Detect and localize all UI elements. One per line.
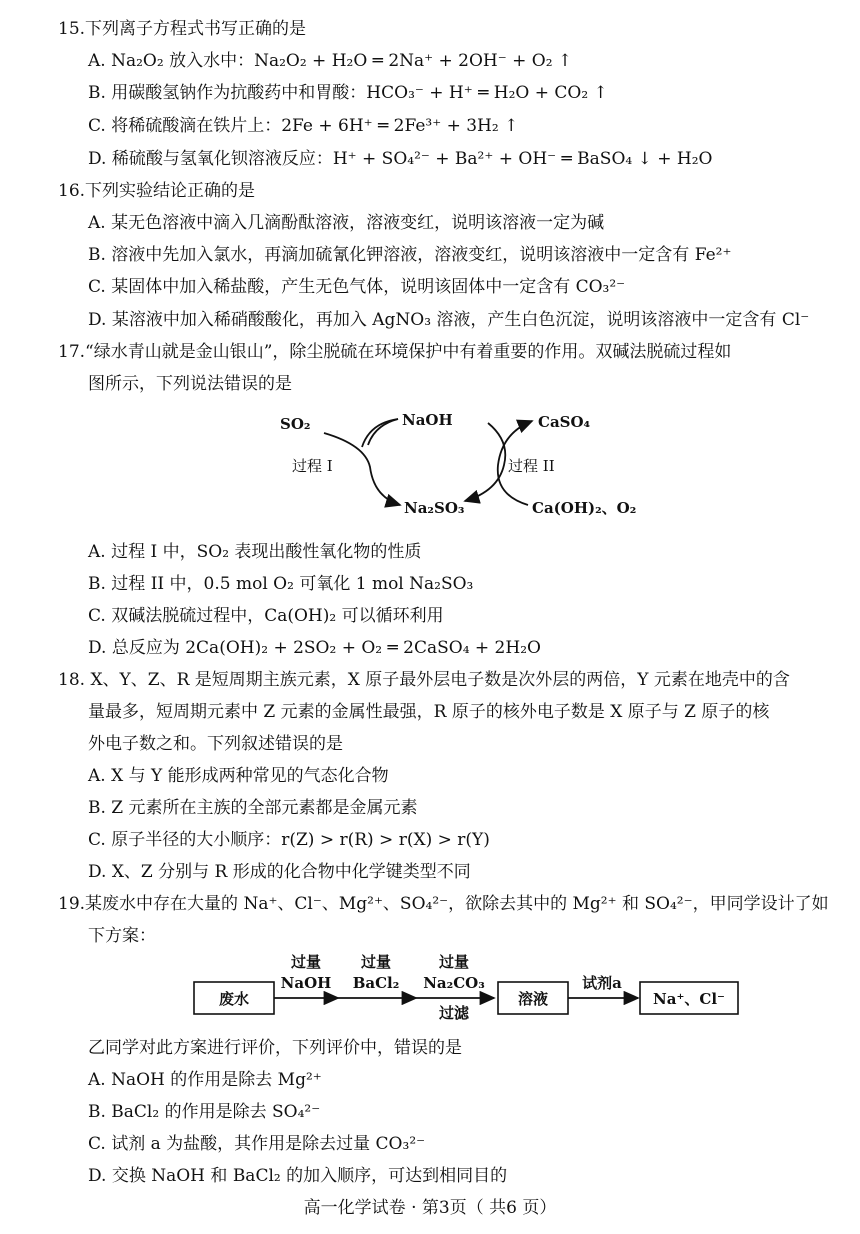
label-step2-bottom: BaCl₂ bbox=[352, 974, 400, 992]
q19-stem-line1: 19.某废水中存在大量的 Na⁺、Cl⁻、Mg²⁺、SO₄²⁻，欲除去其中的 Mg²⁺ 和 SO₄²⁻，甲同学设计了如 bbox=[58, 894, 829, 914]
q19-option-a: A. NaOH 的作用是除去 Mg²⁺ bbox=[88, 1070, 322, 1090]
q17-option-a: A. 过程 I 中，SO₂ 表现出酸性氧化物的性质 bbox=[88, 542, 422, 562]
label-naoh: NaOH bbox=[402, 411, 453, 429]
label-solution: 溶液 bbox=[517, 990, 549, 1008]
label-step3-top: 过量 bbox=[438, 953, 470, 971]
q17-option-c: C. 双碱法脱硫过程中，Ca(OH)₂ 可以循环利用 bbox=[88, 606, 444, 626]
label-so2: SO₂ bbox=[280, 415, 311, 433]
label-step1-top: 过量 bbox=[290, 953, 322, 971]
q19-flow-diagram bbox=[188, 950, 748, 1025]
label-process1: 过程 I bbox=[292, 457, 333, 475]
q15-option-b: B. 用碳酸氢钠作为抗酸药中和胃酸：HCO₃⁻ + H⁺ ═ H₂O + CO₂ ↑ bbox=[88, 83, 608, 103]
q18-option-a: A. X 与 Y 能形成两种常见的气态化合物 bbox=[88, 766, 389, 786]
q18-option-c: C. 原子半径的大小顺序：r(Z) > r(R) > r(X) > r(Y) bbox=[88, 830, 490, 850]
label-caso4: CaSO₄ bbox=[538, 413, 591, 431]
q16-option-d: D. 某溶液中加入稀硝酸酸化，再加入 AgNO₃ 溶液，产生白色沉淀，说明该溶液中一定含有 Cl⁻ bbox=[88, 310, 810, 330]
label-result: Na⁺、Cl⁻ bbox=[653, 990, 725, 1008]
q19-option-c: C. 试剂 a 为盐酸，其作用是除去过量 CO₃²⁻ bbox=[88, 1134, 426, 1154]
page-footer: 高一化学试卷 · 第3页（ 共6 页） bbox=[303, 1198, 557, 1218]
process1-lower-arc bbox=[362, 419, 398, 447]
label-na2so3: Na₂SO₃ bbox=[404, 499, 465, 517]
q17-stem-line1: 17.“绿水青山就是金山银山”，除尘脱硫在环境保护中有着重要的作用。双碱法脱硫过程如 bbox=[58, 342, 732, 362]
q18-option-d: D. X、Z 分别与 R 形成的化合物中化学键类型不同 bbox=[88, 862, 471, 882]
label-wastewater: 废水 bbox=[218, 990, 250, 1008]
q19-intro: 乙同学对此方案进行评价，下列评价中，错误的是 bbox=[88, 1038, 462, 1058]
q17-option-b: B. 过程 II 中，0.5 mol O₂ 可氧化 1 mol Na₂SO₃ bbox=[88, 574, 474, 594]
q17-cycle-diagram bbox=[270, 405, 650, 530]
q16-option-a: A. 某无色溶液中滴入几滴酚酞溶液，溶液变红，说明该溶液一定为碱 bbox=[88, 213, 605, 233]
q15-stem: 15.下列离子方程式书写正确的是 bbox=[58, 19, 307, 39]
q18-stem-line2: 量最多，短周期元素中 Z 元素的金属性最强，R 原子的核外电子数是 X 原子与 Z 原子的核 bbox=[88, 702, 770, 722]
q18-stem-line3: 外电子数之和。下列叙述错误的是 bbox=[88, 734, 343, 754]
q18-stem-line1: 18. X、Y、Z、R 是短周期主族元素，X 原子最外层电子数是次外层的两倍，Y 元素在地壳中的含 bbox=[58, 670, 790, 690]
q19-option-d: D. 交换 NaOH 和 BaCl₂ 的加入顺序，可达到相同目的 bbox=[88, 1166, 508, 1186]
q19-option-b: B. BaCl₂ 的作用是除去 SO₄²⁻ bbox=[88, 1102, 321, 1122]
q19-stem-line2: 下方案： bbox=[88, 926, 156, 946]
q15-option-d: D. 稀硫酸与氢氧化钡溶液反应：H⁺ + SO₄²⁻ + Ba²⁺ + OH⁻ ═ BaSO₄ ↓ + H₂O bbox=[88, 149, 713, 169]
q18-option-b: B. Z 元素所在主族的全部元素都是金属元素 bbox=[88, 798, 418, 818]
q16-option-b: B. 溶液中先加入氯水，再滴加硫氰化钾溶液，溶液变红，说明该溶液中一定含有 Fe²⁺ bbox=[88, 245, 732, 265]
q15-option-c: C. 将稀硫酸滴在铁片上：2Fe + 6H⁺ ═ 2Fe³⁺ + 3H₂ ↑ bbox=[88, 116, 519, 136]
q17-option-d: D. 总反应为 2Ca(OH)₂ + 2SO₂ + O₂ ═ 2CaSO₄ + 2H₂O bbox=[88, 638, 541, 658]
q17-stem-line2: 图所示，下列说法错误的是 bbox=[88, 374, 292, 394]
label-process2: 过程 II bbox=[508, 457, 555, 475]
label-step1-bottom: NaOH bbox=[280, 974, 332, 992]
q15-option-a: A. Na₂O₂ 放入水中：Na₂O₂ + H₂O ═ 2Na⁺ + 2OH⁻ + O₂ ↑ bbox=[88, 51, 573, 71]
label-reagent-a: 试剂a bbox=[582, 974, 622, 992]
label-step2-top: 过量 bbox=[360, 953, 392, 971]
q16-option-c: C. 某固体中加入稀盐酸，产生无色气体，说明该固体中一定含有 CO₃²⁻ bbox=[88, 277, 626, 297]
label-step3-bottom: 过滤 bbox=[438, 1004, 470, 1022]
q16-stem: 16.下列实验结论正确的是 bbox=[58, 181, 256, 201]
process1-upper-arc bbox=[324, 433, 400, 505]
label-step3-middle: Na₂CO₃ bbox=[423, 974, 485, 992]
label-caoh2-o2: Ca(OH)₂、O₂ bbox=[532, 499, 637, 517]
